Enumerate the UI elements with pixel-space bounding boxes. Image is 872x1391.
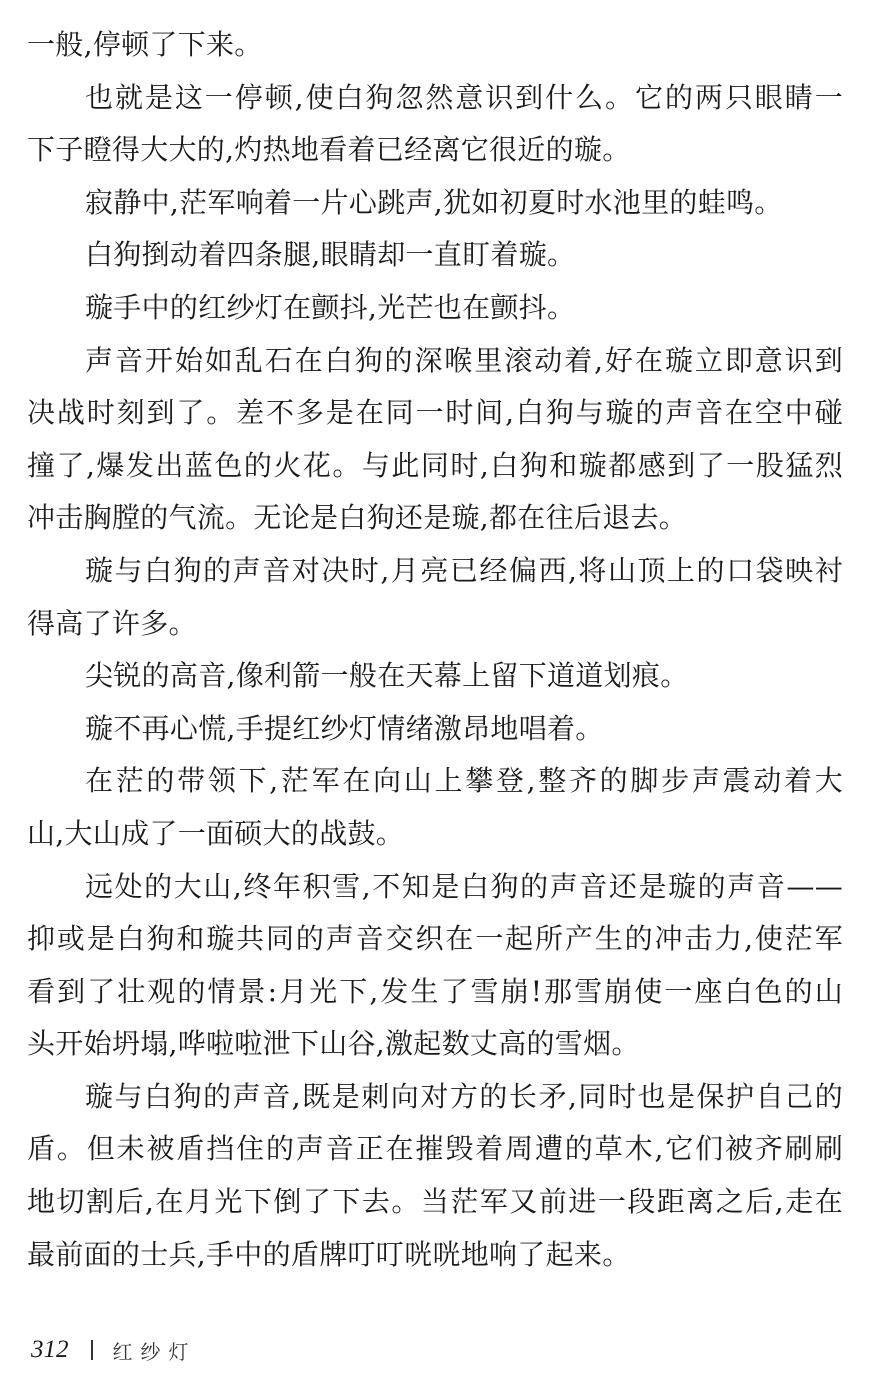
text-line: 璇手中的红纱灯在颤抖,光芒也在颤抖。 <box>85 290 576 324</box>
text-line: 远处的大山,终年积雪,不知是白狗的声音还是璇的声音—— <box>85 869 843 903</box>
text-line: 白狗捯动着四条腿,眼睛却一直盯着璇。 <box>85 238 576 272</box>
page-number: 312 <box>31 1336 69 1363</box>
text-line: 最前面的士兵,手中的盾牌叮叮咣咣地响了起来。 <box>27 1237 631 1271</box>
text-line: 在茫的带领下,茫军在向山上攀登,整齐的脚步声震动着大 <box>85 764 843 798</box>
text-line: 一般,停顿了下来。 <box>27 28 263 61</box>
text-line: 头开始坍塌,哗啦啦泄下山谷,激起数丈高的雪烟。 <box>27 1027 640 1061</box>
page-footer <box>31 1334 197 1366</box>
text-line: 冲击胸膛的气流。无论是白狗还是璇,都在往后退去。 <box>27 501 688 535</box>
text-line: 璇与白狗的声音对决时,月亮已经偏西,将山顶上的口袋映衬 <box>85 553 843 587</box>
text-line: 下子瞪得大大的,灼热地看着已经离它很近的璇。 <box>27 133 631 167</box>
text-line: 看到了壮观的情景:月光下,发生了雪崩!那雪崩使一座白色的山 <box>27 974 843 1008</box>
running-title: 红纱灯 <box>112 1339 197 1364</box>
text-line: 也就是这一停顿,使白狗忽然意识到什么。它的两只眼睛一 <box>85 80 843 114</box>
page-body <box>27 19 843 1281</box>
text-line: 抑或是白狗和璇共同的声音交织在一起所产生的冲击力,使茫军 <box>27 922 843 956</box>
text-line: 地切割后,在月光下倒了下去。当茫军又前进一段距离之后,走在 <box>27 1185 843 1219</box>
text-line: 山,大山成了一面硕大的战鼓。 <box>27 816 405 850</box>
text-line: 寂静中,茫军响着一片心跳声,犹如初夏时水池里的蛙鸣。 <box>85 185 783 219</box>
text-line: 声音开始如乱石在白狗的深喉里滚动着,好在璇立即意识到 <box>85 343 843 377</box>
text-line: 撞了,爆发出蓝色的火花。与此同时,白狗和璇都感到了一股猛烈 <box>27 448 843 482</box>
text-line: 璇不再心慌,手提红纱灯情绪激昂地唱着。 <box>85 711 604 745</box>
text-line: 尖锐的高音,像利箭一般在天幕上留下道道划痕。 <box>85 659 689 693</box>
text-line: 得高了许多。 <box>27 606 197 640</box>
text-line: 决战时刻到了。差不多是在同一时间,白狗与璇的声音在空中碰 <box>27 396 843 430</box>
text-line: 璇与白狗的声音,既是刺向对方的长矛,同时也是保护自己的 <box>85 1079 843 1113</box>
footer-divider <box>91 1340 93 1360</box>
text-line: 盾。但未被盾挡住的声音正在摧毁着周遭的草木,它们被齐刷刷 <box>27 1132 843 1166</box>
